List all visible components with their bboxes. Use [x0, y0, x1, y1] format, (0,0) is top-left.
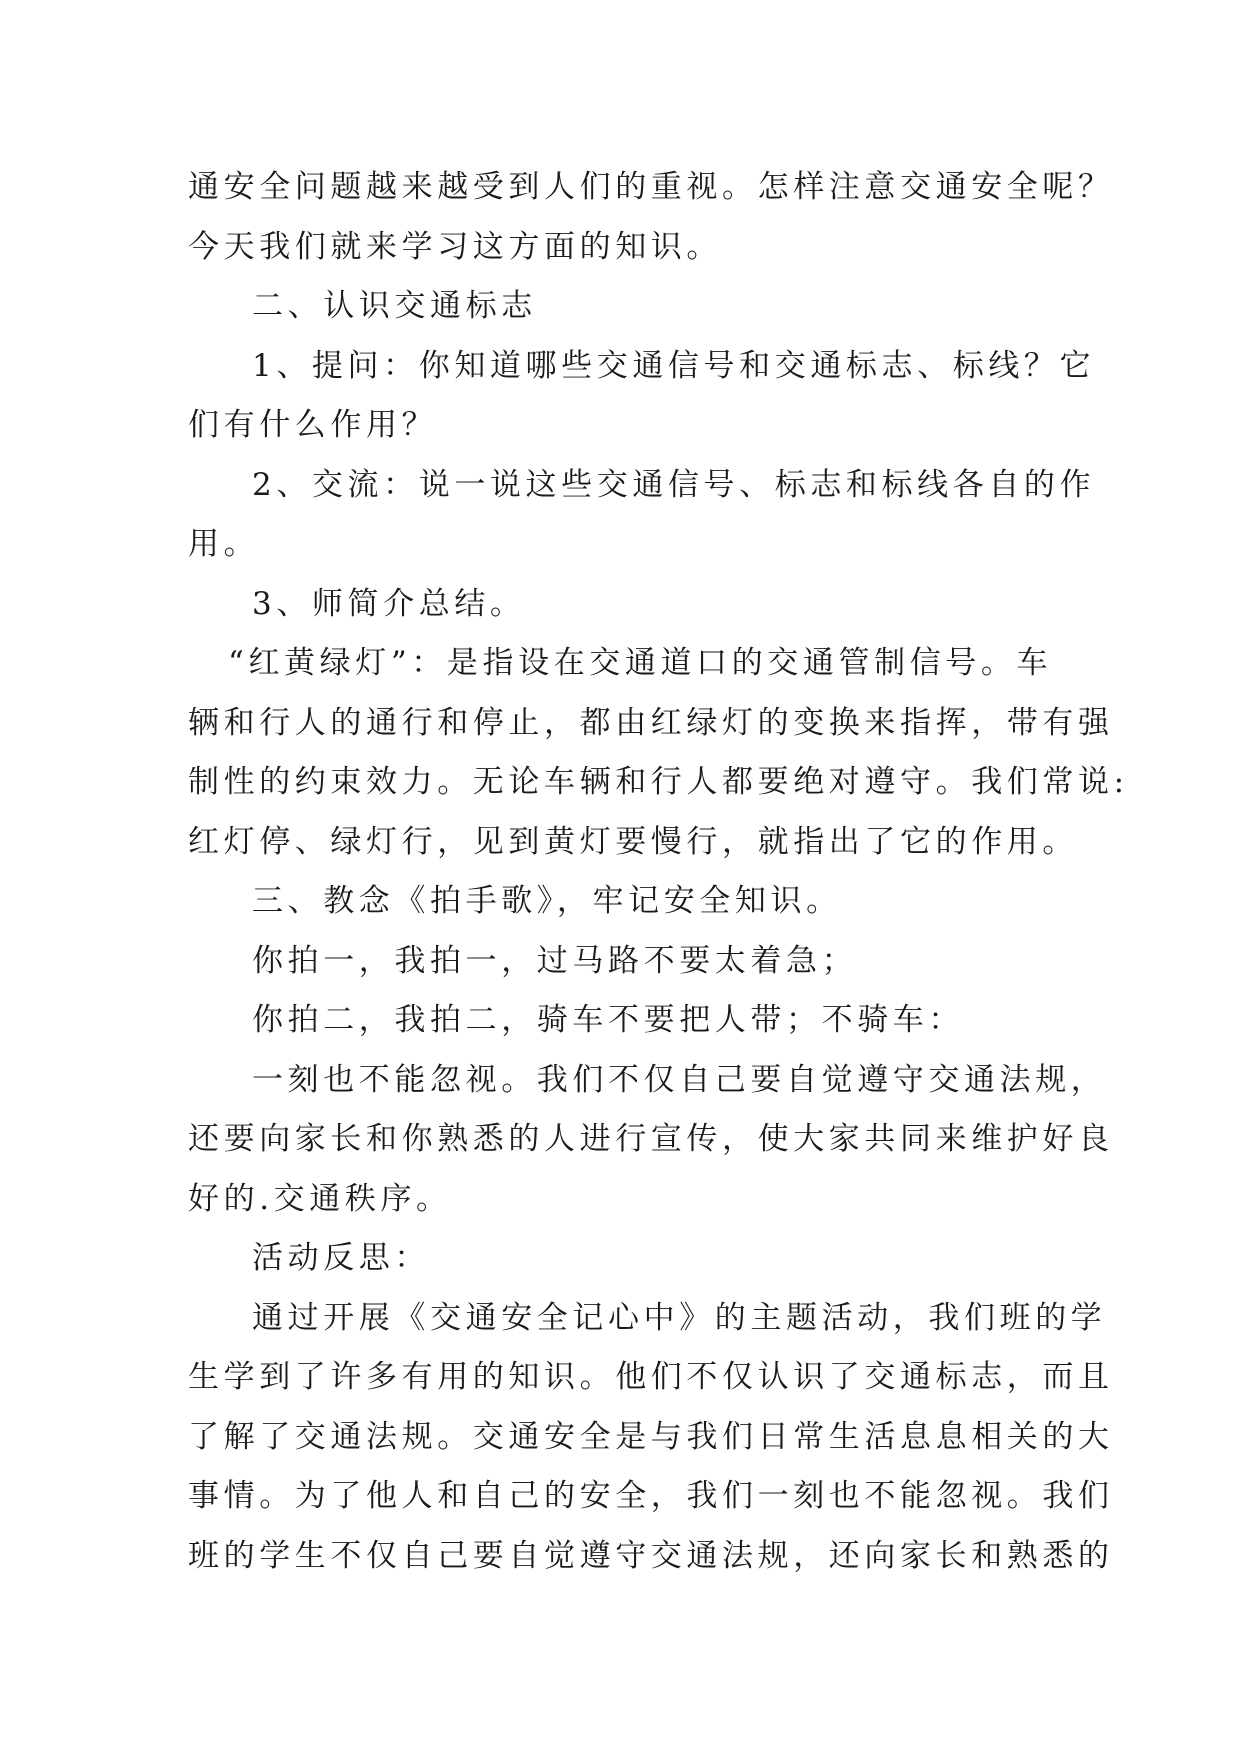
text-line: 制性的约束效力。无论车辆和行人都要绝对遵守。我们常说:: [188, 764, 1129, 800]
document-body: [188, 158, 1129, 1586]
text-line: 事情。为了他人和自己的安全，我们一刻也不能忽视。我们: [188, 1478, 1114, 1514]
text-line: 一刻也不能忽视。我们不仅自己要自觉遵守交通法规，: [252, 1061, 1107, 1098]
text-line: 还要向家长和你熟悉的人进行宣传，使大家共同来维护好良: [188, 1121, 1114, 1157]
text-line: 通过开展《交通安全记心中》的主题活动，我们班的学: [252, 1299, 1107, 1336]
text-line: 红灯停、绿灯行，见到黄灯要慢行，就指出了它的作用。: [188, 823, 1078, 860]
text-line: 生学到了许多有用的知识。他们不仅认识了交通标志，而且: [188, 1359, 1114, 1395]
text-line: 通安全问题越来越受到人们的重视。怎样注意交通安全呢？: [188, 169, 1114, 205]
text-line: 用。: [188, 526, 260, 562]
text-line: 们有什么作用？: [188, 407, 438, 443]
text-line: 你拍二，我拍二，骑车不要把人带；不骑车：: [252, 1002, 964, 1038]
text-line: 1、提问：你知道哪些交通信号和交通标志、标线？它: [252, 347, 1096, 384]
section-heading: 活动反思：: [252, 1240, 430, 1276]
text-line: 2、交流：说一说这些交通信号、标志和标线各自的作: [252, 466, 1096, 503]
text-line: “红黄绿灯”：是指设在交通道口的交通管制信号。车: [228, 645, 1053, 681]
section-heading: 三、教念《拍手歌》，牢记安全知识。: [252, 883, 842, 919]
text-line: 你拍一，我拍一，过马路不要太着急；: [252, 942, 858, 979]
text-line: 了解了交通法规。交通安全是与我们日常生活息息相关的大: [188, 1418, 1114, 1455]
text-line: 辆和行人的通行和停止，都由红绿灯的变换来指挥，带有强: [188, 704, 1114, 741]
text-line: 今天我们就来学习这方面的知识。: [188, 228, 722, 265]
text-line: 好的.交通秩序。: [188, 1180, 452, 1217]
section-heading: 二、认识交通标志: [252, 288, 537, 324]
text-line: 3、师简介总结。: [252, 585, 526, 622]
text-line: 班的学生不仅自己要自觉遵守交通法规，还向家长和熟悉的: [188, 1537, 1114, 1574]
